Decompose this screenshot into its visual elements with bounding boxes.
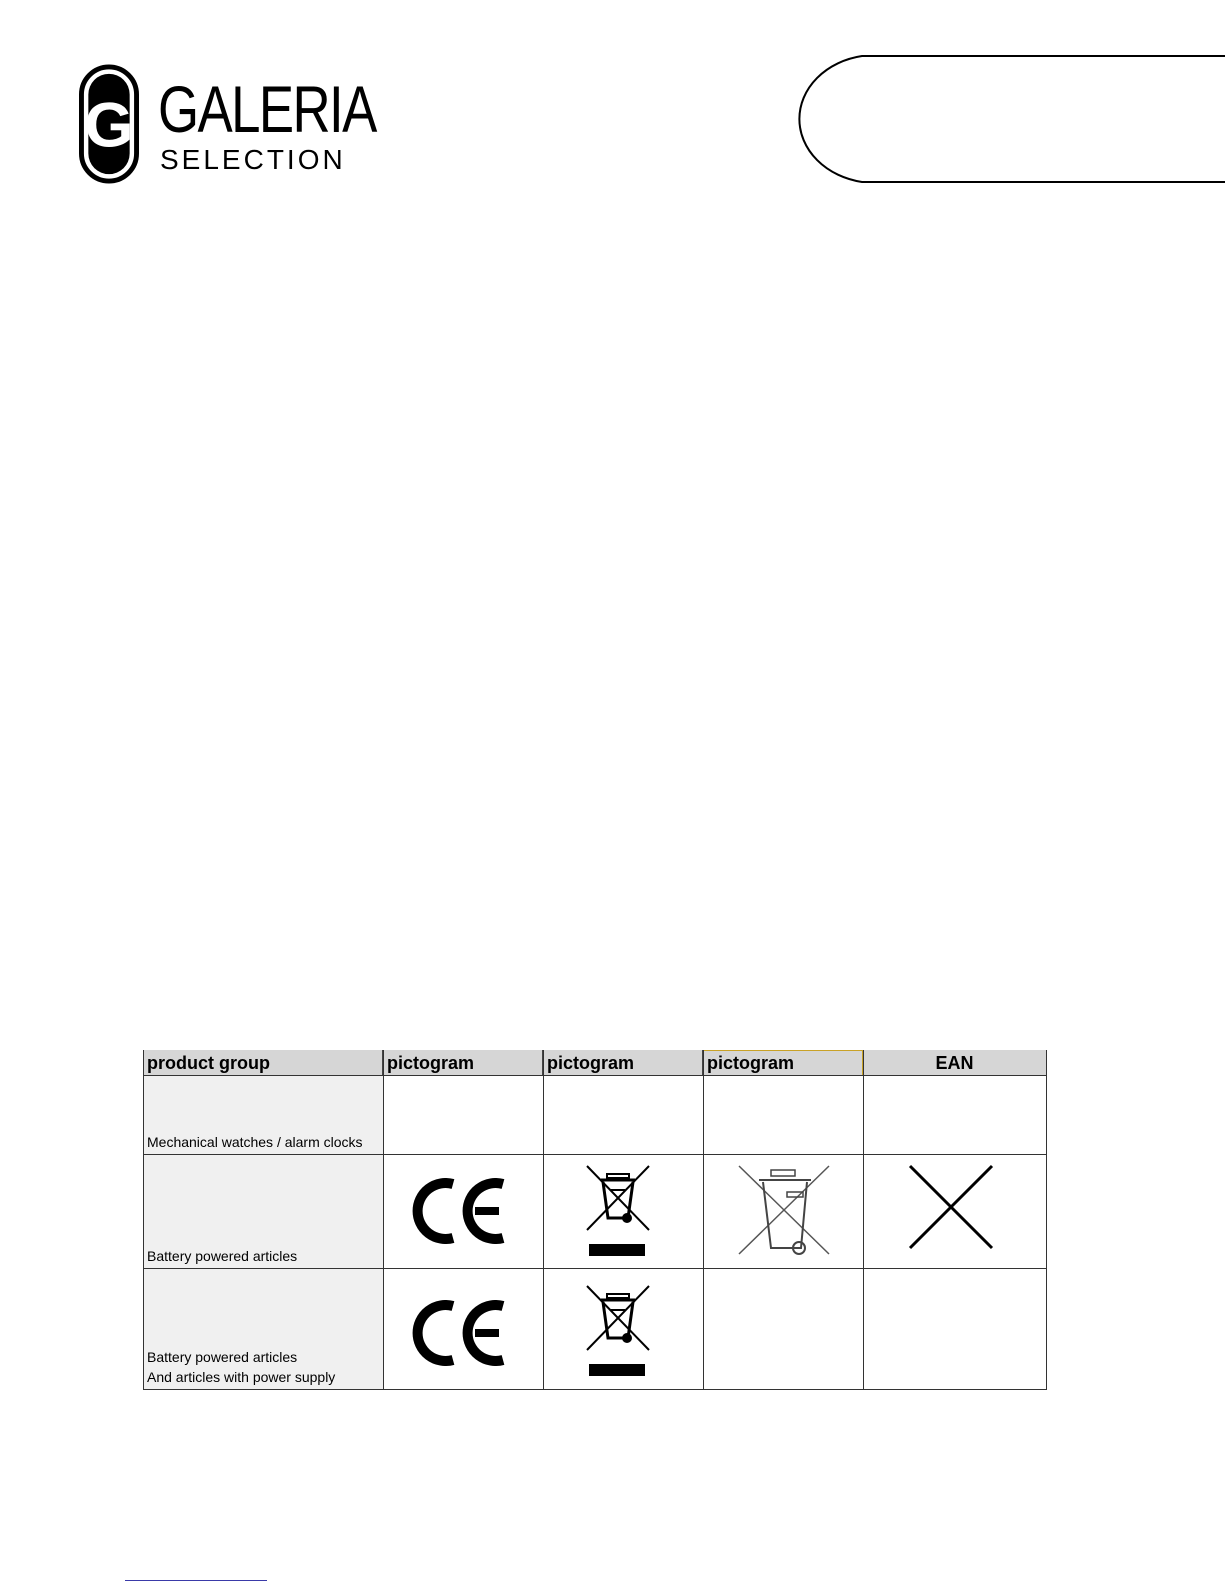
grid-line: [543, 1050, 544, 1390]
header-ean: EAN: [863, 1050, 1047, 1075]
row-label-battery-power-line1: Battery powered articles: [147, 1349, 298, 1365]
header-capsule-outline: [784, 54, 1225, 184]
ce-mark-icon: [411, 1178, 507, 1244]
row-label-cell: [143, 1076, 383, 1154]
grid-line: [383, 1050, 384, 1390]
logo-subtitle: SELECTION: [160, 144, 346, 175]
grid-line: [143, 1154, 1047, 1155]
logo-wordmark: GALERIA: [158, 72, 376, 146]
grid-line: [1046, 1050, 1047, 1390]
header-pictogram-2: pictogram: [543, 1050, 703, 1075]
grid-line: [143, 1268, 1047, 1269]
header-pictogram-3: pictogram: [703, 1050, 863, 1075]
row-label-battery: Battery powered articles: [147, 1248, 298, 1264]
row-label-battery-power-line2: And articles with power supply: [147, 1369, 336, 1385]
product-pictogram-table: [143, 1050, 1047, 1390]
crossed-bin-bar-icon: [583, 1160, 669, 1264]
grid-line: [143, 1075, 1047, 1076]
large-x-icon: [908, 1164, 994, 1250]
grid-line: [143, 1389, 1047, 1390]
svg-text:G: G: [84, 90, 134, 161]
footer-link-underline: [125, 1580, 267, 1581]
row-label-cell: [143, 1155, 383, 1268]
grid-line: [703, 1050, 704, 1390]
crossed-wheelie-bin-icon: [735, 1162, 835, 1260]
ce-mark-icon: [411, 1300, 507, 1366]
g-badge-icon: [78, 64, 140, 184]
header-product-group: product group: [143, 1050, 383, 1075]
header-pictogram-1: pictogram: [383, 1050, 543, 1075]
grid-line: [143, 1050, 144, 1390]
galeria-selection-logo: [78, 64, 388, 189]
row-label-mechanical: Mechanical watches / alarm clocks: [147, 1134, 363, 1150]
row-label-cell: [143, 1269, 383, 1389]
crossed-bin-bar-icon: [583, 1280, 669, 1384]
grid-line: [863, 1050, 864, 1390]
selected-cell-outline: [703, 1050, 863, 1076]
